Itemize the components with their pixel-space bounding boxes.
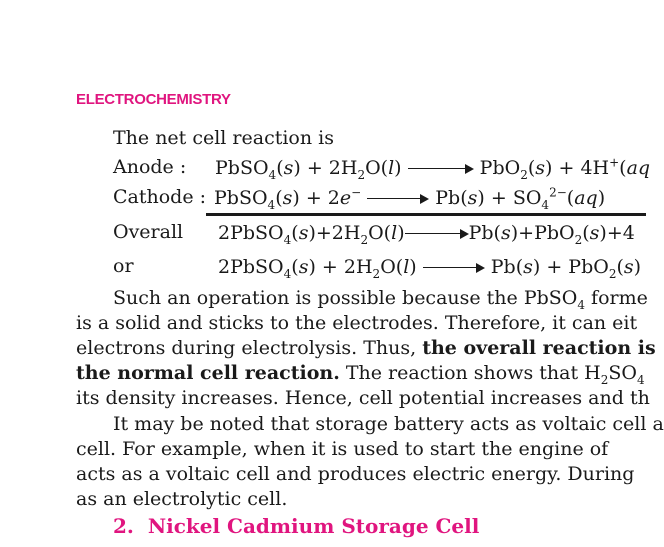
section-number: 2. — [113, 514, 134, 538]
paragraph-1-line-5: its density increases. Hence, cell potential increases and th — [76, 387, 650, 409]
section-heading — [113, 514, 479, 538]
overall-equation: $2PbSO_4(s)+2H_2O(l)$ Pb(s)+PbO$_2$(s)+4 — [218, 222, 635, 247]
paragraph-1-line-4: the normal cell reaction. The reaction shows that $H_2SO_4$ — [76, 362, 645, 387]
anode-label: Anode : — [113, 156, 187, 178]
paragraph-2-line-2: cell. For example, when it is used to start the engine of — [76, 438, 609, 460]
paragraph-1-line-3: electrons during electrolysis. Thus, the overall reaction is — [76, 337, 656, 359]
sum-divider — [206, 213, 646, 216]
intro-line: The net cell reaction is — [113, 127, 334, 149]
paragraph-1-line-2: is a solid and sticks to the electrodes. Therefore, it can eit — [76, 312, 638, 334]
paragraph-2-line-4: as an electrolytic cell. — [76, 488, 288, 510]
chapter-title: ELECTROCHEMISTRY — [76, 91, 231, 108]
reaction-arrow-icon — [367, 194, 429, 204]
paragraph-1-line-1: Such an operation is possible because the PbSO$_4$ forme — [113, 287, 648, 312]
anode-equation: PbSO$_4$(s) + $2H_2O(l) PbO_2(s) + 4H^+(aq$ — [215, 155, 651, 182]
overall-label: Overall — [113, 221, 184, 243]
reaction-arrow-icon — [423, 263, 485, 273]
cathode-label: Cathode : — [113, 186, 207, 208]
or-label: or — [113, 255, 134, 277]
cathode-equation: PbSO$_4$(s) + 2e− $Pb(s) + SO_4^{2-}(aq)$ — [214, 185, 606, 212]
reaction-arrow-icon — [408, 164, 474, 174]
paragraph-2-line-1: It may be noted that storage battery acts as voltaic cell a — [113, 413, 664, 435]
paragraph-2-line-3: acts as a voltaic cell and produces electric energy. During — [76, 463, 635, 485]
alt-equation: 2PbSO$_4$(s) + $2H_2O(l) Pb(s) + PbO_2(s)$ — [218, 256, 642, 281]
reaction-arrow-icon — [405, 229, 469, 239]
section-title: Nickel Cadmium Storage Cell — [147, 514, 480, 538]
